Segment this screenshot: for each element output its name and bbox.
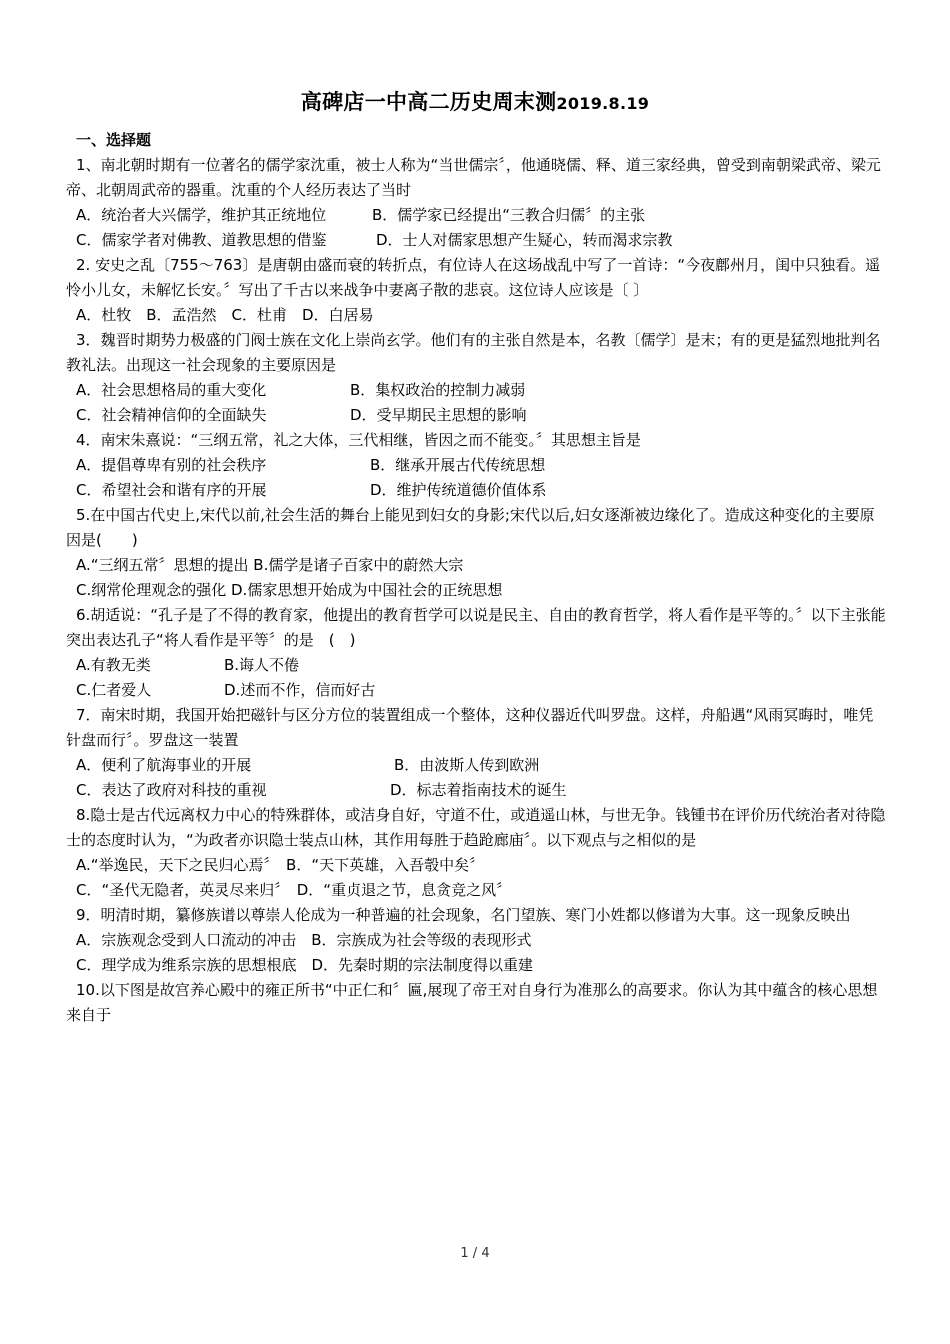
q4-option-d: D．维护传统道德价值体系 [370, 481, 547, 499]
section-heading: 一、选择题 [76, 131, 152, 149]
q5-options-row2: C.纲常伦理观念的强化 D.儒家思想开始成为中国社会的正统思想 [76, 581, 503, 599]
q7-option-a: A．便利了航海事业的开展 [76, 756, 252, 774]
title-date: 2019.8.19 [556, 94, 650, 113]
q3-option-a: A．社会思想格局的重大变化 [76, 381, 267, 399]
q6-option-b: B.诲人不倦 [224, 656, 300, 674]
q1-option-c: C．儒家学者对佛教、道教思想的借鉴 [76, 231, 327, 249]
q7-option-c: C．表达了政府对科技的重视 [76, 781, 267, 799]
q4-option-c: C．希望社会和谐有序的开展 [76, 481, 267, 499]
q9-options-row2: C．理学成为维系宗族的思想根底 D．先秦时期的宗法制度得以重建 [76, 956, 534, 974]
q3-option-d: D．受早期民主思想的影响 [350, 406, 527, 424]
q5-options-row1: A.“三纲五常〞思想的提出 B.儒学是诸子百家中的蔚然大宗 [76, 556, 464, 574]
q4-option-b: B．继承开展古代传统思想 [370, 456, 546, 474]
q6-option-d: D.述而不作，信而好古 [224, 681, 376, 699]
q6-option-c: C.仁者爱人 [76, 681, 152, 699]
q7-option-b: B．由波斯人传到欧洲 [394, 756, 540, 774]
page-title [0, 86, 950, 116]
q8-stem: 8.隐士是古代远离权力中心的特殊群体，或洁身自好，守道不仕，或逍遥山林，与世无争。钱锺书在评价历代统治者对待隐士的态度时认为，“为政者亦识隐士装点山林，其作用每胜于趋跄廊庙〞。以下观点与之相似的是 [66, 806, 886, 849]
q7-options-row2 [66, 778, 886, 803]
q4-options-row1 [66, 453, 886, 478]
q3-option-c: C．社会精神信仰的全面缺失 [76, 406, 267, 424]
q4-stem: 4．南宋朱熹说：“三纲五常，礼之大体，三代相继，皆因之而不能变。〞其思想主旨是 [76, 431, 641, 449]
q2-options: A．杜牧 B．孟浩然 C．杜甫 D．白居易 [76, 306, 374, 324]
q3-stem: 3．魏晋时期势力极盛的门阀士族在文化上崇尚玄学。他们有的主张自然是本，名教〔儒学〕是末；有的更是猛烈地批判名教礼法。出现这一社会现象的主要原因是 [66, 331, 881, 374]
q8-options-row2: C．“圣代无隐者，英灵尽来归〞 D．“重贞退之节，息贪竞之风〞 [76, 881, 512, 899]
q7-options-row1 [66, 753, 886, 778]
q1-option-d: D．士人对儒家思想产生疑心，转而渴求宗教 [376, 231, 673, 249]
q5-stem: 5.在中国古代史上,宋代以前,社会生活的舞台上能见到妇女的身影;宋代以后,妇女逐渐被边缘化了。造成这种变化的主要原因是( ) [66, 506, 875, 549]
q1-option-a: A．统治者大兴儒学，维护其正统地位 [76, 206, 327, 224]
q1-option-b: B．儒学家已经提出“三教合归儒〞的主张 [372, 206, 646, 224]
page-number: 1 / 4 [460, 1246, 490, 1261]
q6-options-row2 [66, 678, 886, 703]
q3-option-b: B．集权政治的控制力减弱 [350, 381, 526, 399]
q3-options-row1 [66, 378, 886, 403]
q1-options-row2 [66, 228, 886, 253]
q9-stem: 9．明清时期，纂修族谱以尊崇人伦成为一种普遍的社会现象，名门望族、寒门小姓都以修谱为大事。这一现象反映出 [76, 906, 851, 924]
q2-stem: 2. 安史之乱〔755～763〕是唐朝由盛而衰的转折点，有位诗人在这场战乱中写了一首诗：“今夜鄜州月，闺中只独看。遥怜小儿女，未解忆长安。〞写出了千古以来战争中妻离子散的悲哀。这位诗人应该是〔 〕 [66, 256, 881, 299]
q8-options-row1: A.“举逸民，天下之民归心焉〞 B．“天下英雄，入吾彀中矣〞 [76, 856, 485, 874]
title-main: 高碑店一中高二历史周末测 [300, 90, 557, 114]
q6-options-row1 [66, 653, 886, 678]
q7-stem: 7．南宋时期，我国开始把磁针与区分方位的装置组成一个整体，这种仪器近代叫罗盘。这样，舟船遇“风雨冥晦时，唯凭针盘而行〞。罗盘这一装置 [66, 706, 874, 749]
q9-options-row1: A．宗族观念受到人口流动的冲击 B．宗族成为社会等级的表现形式 [76, 931, 532, 949]
q4-options-row2 [66, 478, 886, 503]
q4-option-a: A．提倡尊卑有别的社会秩序 [76, 456, 267, 474]
question-list [66, 128, 886, 1028]
q1-options-row1 [66, 203, 886, 228]
q6-stem: 6.胡适说：“孔子是了不得的教育家，他提出的教育哲学可以说是民主、自由的教育哲学，将人看作是平等的。〞以下主张能突出表达孔子“将人看作是平等〞的是 ( ) [66, 606, 886, 649]
q3-options-row2 [66, 403, 886, 428]
q1-stem: 1、南北朝时期有一位著名的儒学家沈重，被士人称为“当世儒宗〞，他通晓儒、释、道三家经典，曾受到南朝梁武帝、梁元帝、北朝周武帝的器重。沈重的个人经历表达了当时 [66, 156, 881, 199]
q6-option-a: A.有教无类 [76, 656, 151, 674]
q10-stem: 10.以下图是故宫养心殿中的雍正所书“中正仁和〞匾,展现了帝王对自身行为准那么的高要求。你认为其中蕴含的核心思想来自于 [66, 981, 878, 1024]
q7-option-d: D．标志着指南技术的诞生 [390, 781, 567, 799]
